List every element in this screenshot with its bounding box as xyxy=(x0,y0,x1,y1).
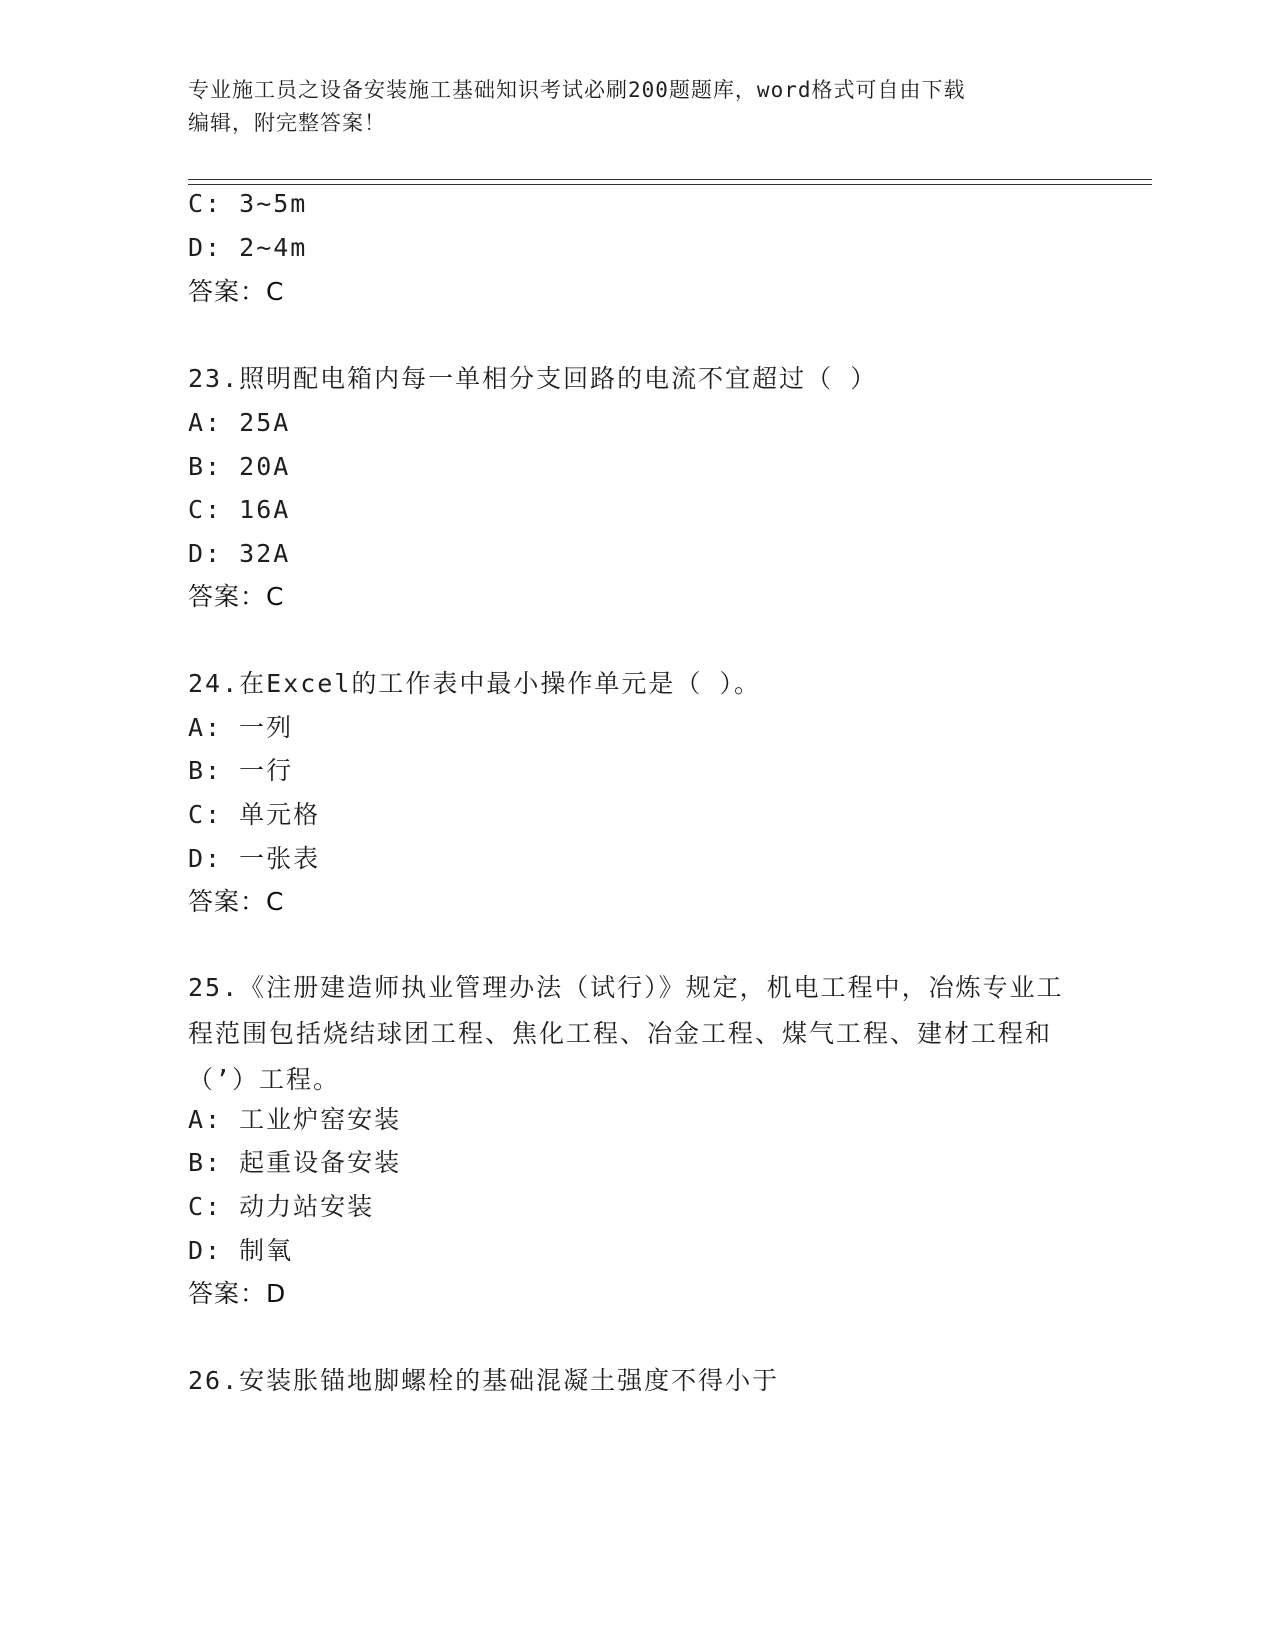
question-24-option-b: B: 一行 xyxy=(188,756,294,785)
question-23-option-b: B: 20A xyxy=(188,452,291,481)
question-24-option-a: A: 一列 xyxy=(188,713,294,742)
header-title-line-1: 专业施工员之设备安装施工基础知识考试必刷200题题库，word格式可自由下载 xyxy=(188,78,966,102)
prev-answer: 答案：C xyxy=(188,277,285,306)
question-25-option-b: B: 起重设备安装 xyxy=(188,1148,402,1177)
header-divider-bottom xyxy=(188,184,1152,185)
question-23-option-c: C: 16A xyxy=(188,495,291,524)
question-23-option-a: A: 25A xyxy=(188,408,291,437)
question-25-answer: 答案：D xyxy=(188,1279,287,1308)
question-25-option-d: D: 制氧 xyxy=(188,1236,294,1265)
header-title-line-2: 编辑，附完整答案！ xyxy=(188,111,386,135)
document-header xyxy=(188,74,1088,140)
question-24-option-c: C: 单元格 xyxy=(188,800,321,829)
question-23-option-d: D: 32A xyxy=(188,539,291,568)
question-25-option-a: A: 工业炉窑安装 xyxy=(188,1105,402,1134)
question-24-answer: 答案：C xyxy=(188,887,285,916)
header-divider-top xyxy=(188,179,1152,180)
question-26-text: 26.安装胀锚地脚螺栓的基础混凝土强度不得小于 xyxy=(188,1366,780,1395)
prev-option-c: C: 3~5m xyxy=(188,189,308,218)
question-25-option-c: C: 动力站安装 xyxy=(188,1192,375,1221)
question-25-text: 25.《注册建造师执业管理办法（试行）》规定，机电工程中，冶炼专业工程范围包括烧结球团工程、焦化工程、冶金工程、煤气工程、建材工程和（’）工程。 xyxy=(188,973,1064,1094)
question-24-option-d: D: 一张表 xyxy=(188,844,321,873)
question-24-text: 24.在Excel的工作表中最小操作单元是（ ）。 xyxy=(188,669,761,698)
question-23-text: 23.照明配电箱内每一单相分支回路的电流不宜超过（ ） xyxy=(188,364,878,393)
prev-option-d: D: 2~4m xyxy=(188,233,308,262)
question-23-answer: 答案：C xyxy=(188,582,285,611)
